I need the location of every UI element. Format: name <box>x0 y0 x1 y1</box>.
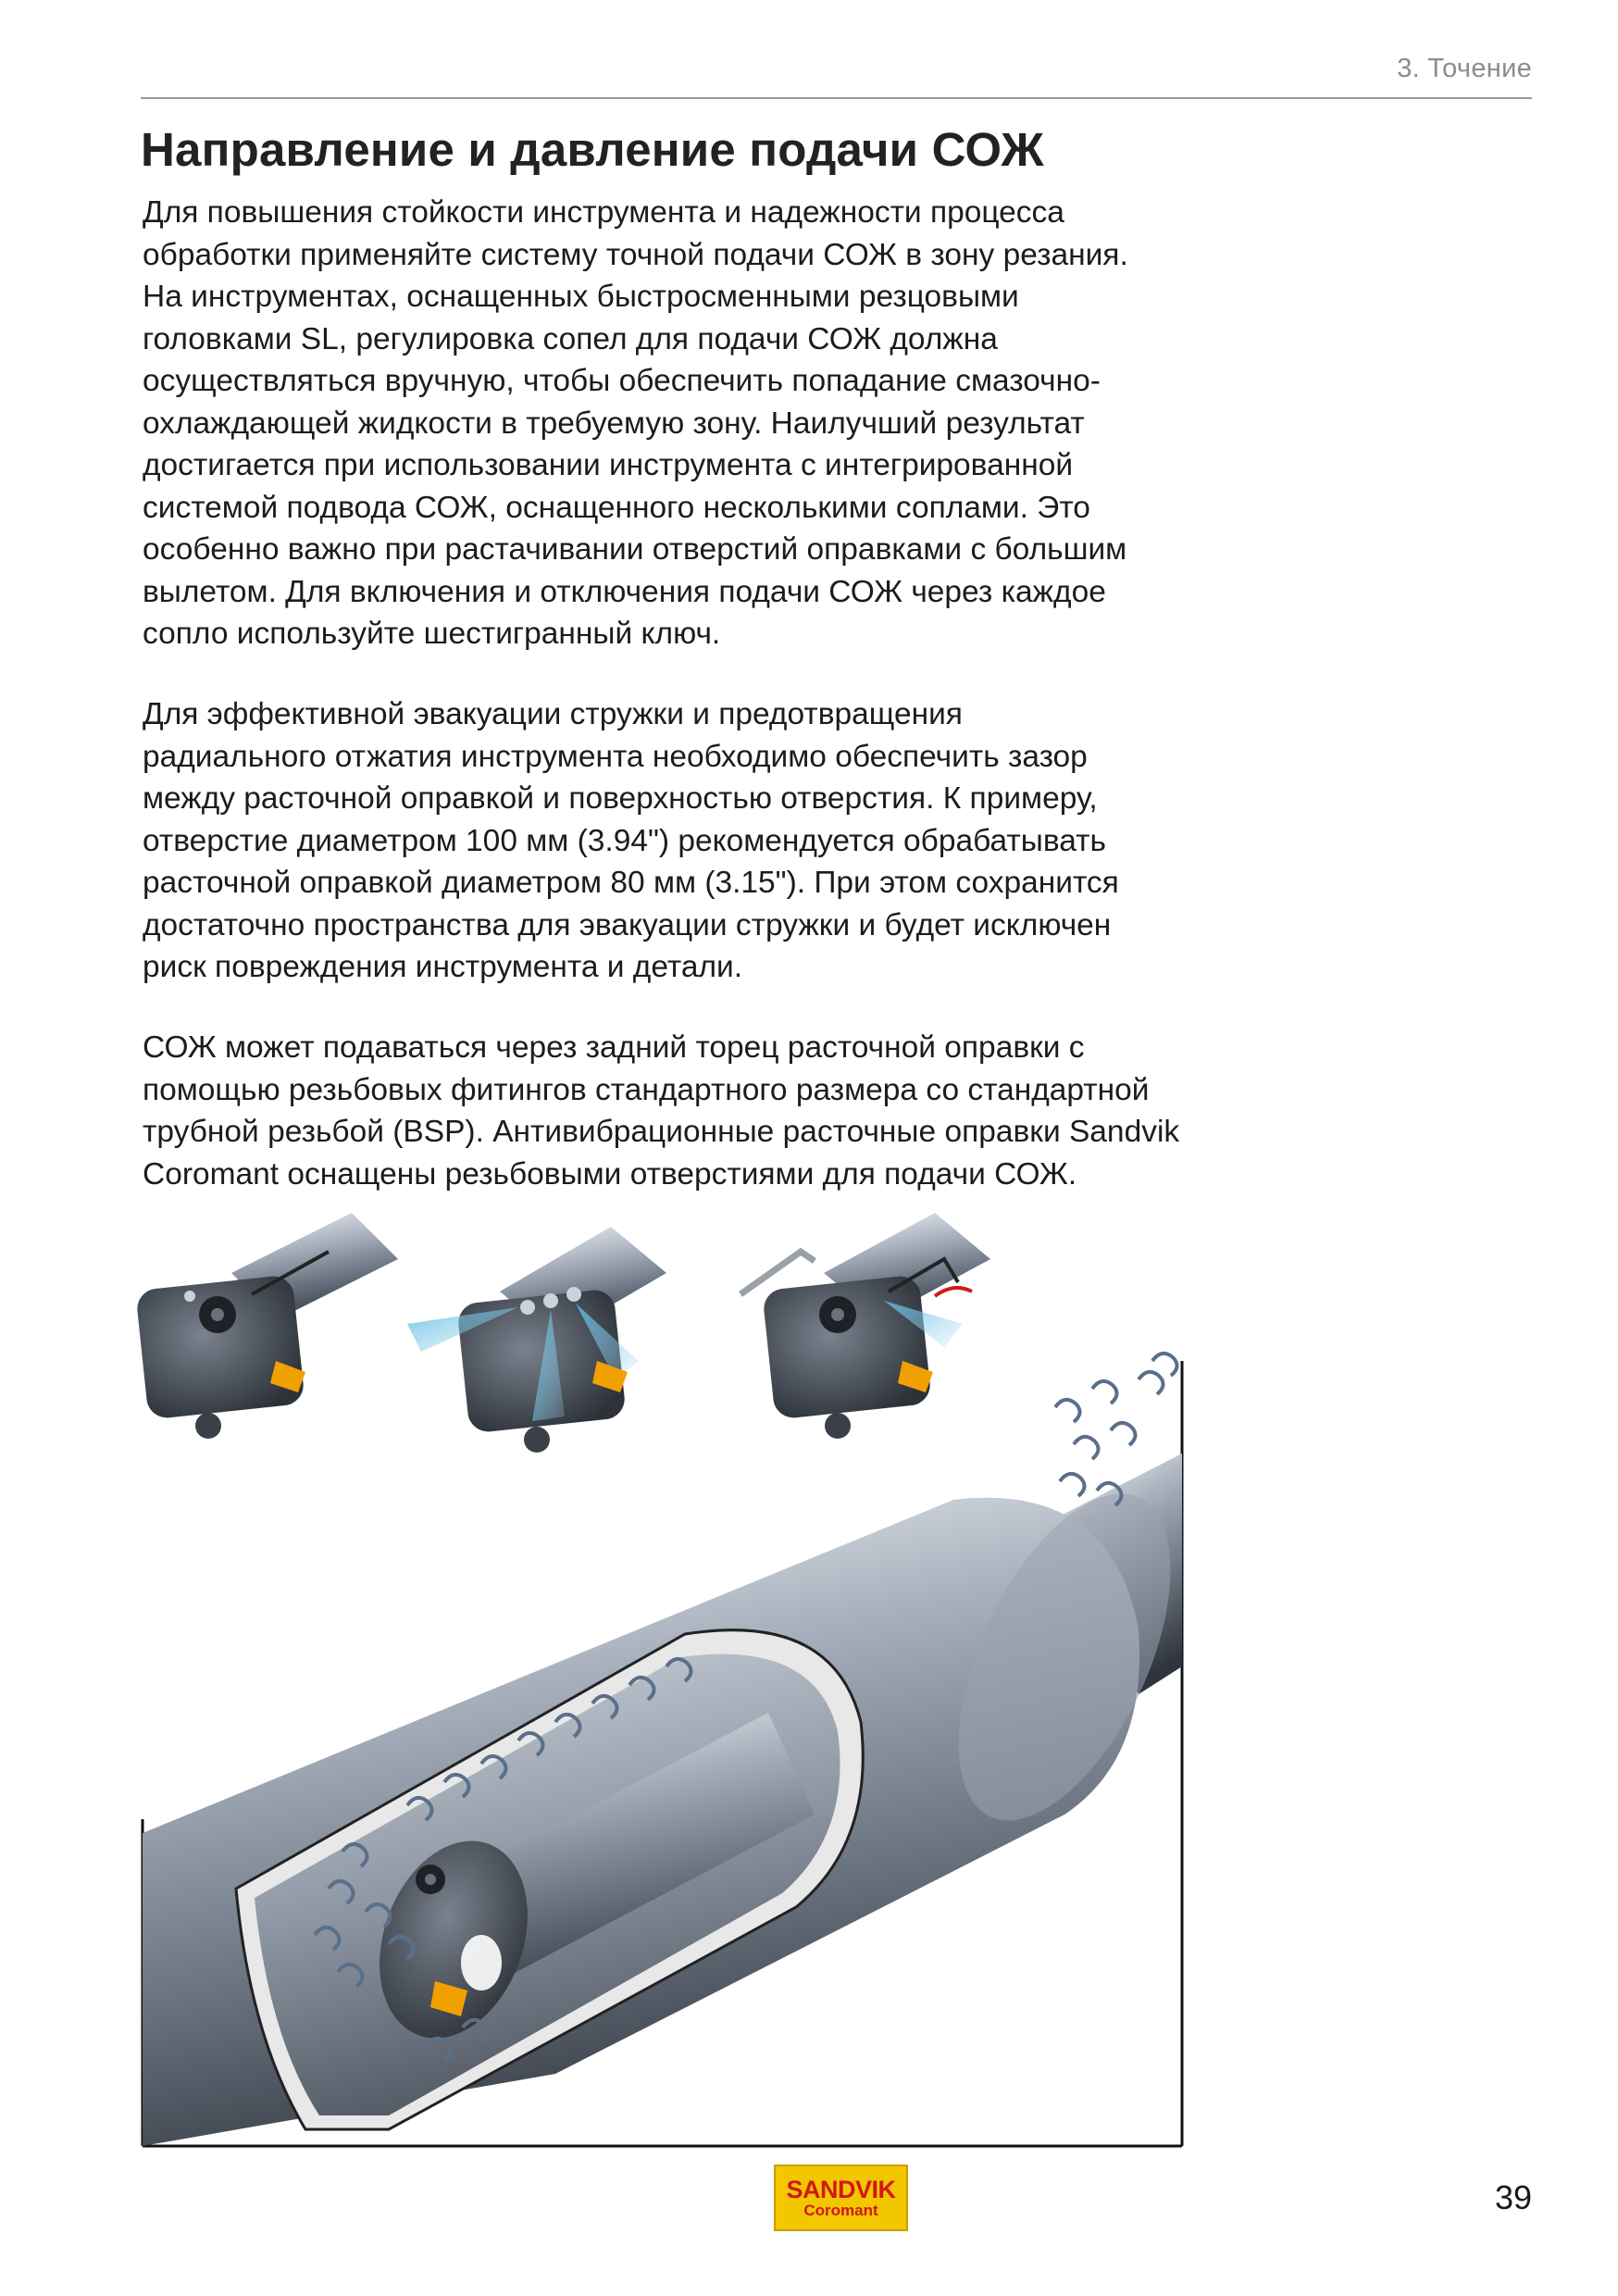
figure-head-multi-nozzle <box>407 1227 666 1453</box>
page-title: Направление и давление подачи СОЖ <box>141 123 1044 176</box>
text-line: головками SL, регулировка сопел для подачи СОЖ должна <box>143 321 998 356</box>
text-line: риск повреждения инструмента и детали. <box>143 950 743 984</box>
text-line: отверстие диаметром 100 мм (3.94") рекомендуется обрабатывать <box>143 823 1106 858</box>
text-line: особенно важно при растачивании отверстий оправками с большим <box>143 532 1127 567</box>
text-line: охлаждающей жидкости в требуемую зону. Наилучший результат <box>143 406 1085 441</box>
logo-sub-text: Coromant <box>803 2202 878 2219</box>
text-line: достигается при использовании инструмента с интегрированной <box>143 448 1074 482</box>
text-line: На инструментах, оснащенных быстросменными резцовыми <box>143 280 1019 314</box>
figure-head-hex-key <box>741 1213 990 1439</box>
logo-brand-text: SANDVIK <box>786 2176 896 2203</box>
text-line: Для повышения стойкости инструмента и надежности процесса <box>143 195 1064 230</box>
text-line: Coromant оснащены резьбовыми отверстиями для подачи СОЖ. <box>143 1156 1077 1192</box>
figure-bore-cutaway <box>143 1361 1214 2146</box>
text-line: обработки применяйте систему точной подачи СОЖ в зону резания. <box>143 237 1128 272</box>
section-label: 3. Точение <box>1397 54 1532 83</box>
text-line: СОЖ может подаваться через задний торец расточной оправки с <box>143 1030 1085 1065</box>
header-rule <box>141 97 1532 99</box>
paragraph-coolant-nozzles <box>143 192 1235 655</box>
text-line: трубной резьбой (BSP). Антивибрационные расточные оправки Sandvik <box>143 1115 1180 1149</box>
text-line: сопло используйте шестигранный ключ. <box>143 617 721 651</box>
text-line: между расточной оправкой и поверхностью отверстия. К примеру, <box>143 781 1098 816</box>
illustrations <box>0 1194 1618 2157</box>
page-number: 39 <box>1494 2178 1532 2216</box>
text-line: расточной оправкой диаметром 80 мм (3.15"). При этом сохранится <box>143 866 1119 900</box>
paragraph-coolant-supply <box>143 1027 1235 1195</box>
sandvik-coromant-logo <box>774 2165 908 2231</box>
text-line: помощью резьбовых фитингов стандартного размера со стандартной <box>143 1072 1150 1107</box>
paragraph-chip-evacuation <box>143 693 1235 989</box>
text-line: радиального отжатия инструмента необходимо обеспечить зазор <box>143 739 1088 774</box>
figure-head-manual-nozzle <box>135 1213 398 1439</box>
text-line: осуществляться вручную, чтобы обеспечить попадание смазочно- <box>143 364 1101 398</box>
text-line: достаточно пространства для эвакуации стружки и будет исключен <box>143 907 1112 942</box>
text-line: вылетом. Для включения и отключения подачи СОЖ через каждое <box>143 574 1106 609</box>
text-line: системой подвода СОЖ, оснащенного несколькими соплами. Это <box>143 490 1090 525</box>
text-line: Для эффективной эвакуации стружки и предотвращения <box>143 697 963 731</box>
